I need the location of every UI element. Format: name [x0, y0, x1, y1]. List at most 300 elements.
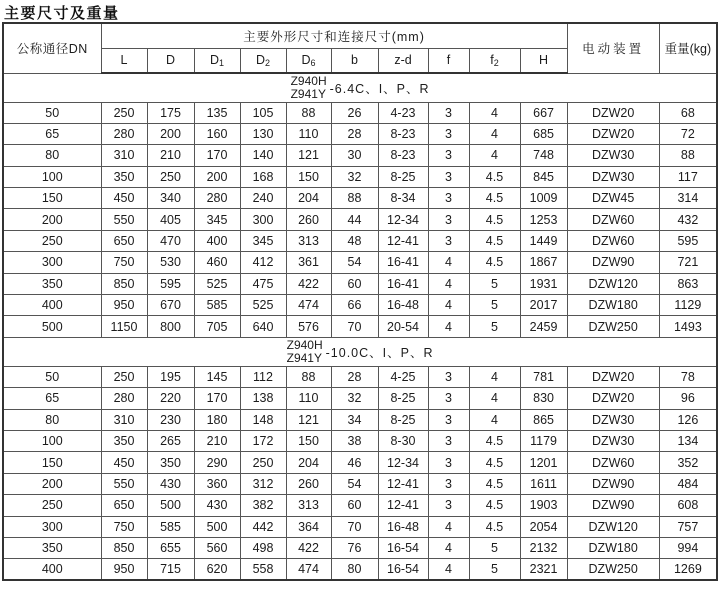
- column-header-f2: $f_2$: [469, 48, 520, 73]
- cell-d1: 620: [194, 559, 240, 580]
- model-spec-cell: [3, 73, 717, 102]
- cell-f2: 4: [469, 102, 520, 123]
- cell-f2: 4: [469, 366, 520, 387]
- cell-d1: 360: [194, 473, 240, 494]
- cell-d6: 88: [286, 102, 331, 123]
- cell-actuator: DZW60: [567, 452, 659, 473]
- table-row: [3, 145, 717, 166]
- cell-zd: 8-34: [378, 188, 428, 209]
- cell-l: 650: [101, 495, 147, 516]
- cell-zd: 16-54: [378, 559, 428, 580]
- cell-d2: 345: [240, 230, 286, 251]
- cell-f: 3: [428, 452, 469, 473]
- table-row: [3, 188, 717, 209]
- cell-actuator: DZW30: [567, 145, 659, 166]
- cell-d1: 430: [194, 495, 240, 516]
- cell-l: 350: [101, 430, 147, 451]
- cell-h: 2132: [520, 537, 567, 558]
- cell-b: 26: [331, 102, 378, 123]
- cell-f: 4: [428, 537, 469, 558]
- cell-b: 70: [331, 516, 378, 537]
- cell-actuator: DZW120: [567, 516, 659, 537]
- cell-d2: 168: [240, 166, 286, 187]
- cell-d2: 130: [240, 123, 286, 144]
- cell-d6: 204: [286, 188, 331, 209]
- cell-l: 950: [101, 559, 147, 580]
- cell-b: 60: [331, 273, 378, 294]
- table-row: [3, 166, 717, 187]
- column-header-weight: 重量(kg): [659, 23, 717, 73]
- cell-dn: 250: [3, 230, 101, 251]
- table-row: [3, 366, 717, 387]
- table-row: [3, 295, 717, 316]
- cell-dn: 100: [3, 430, 101, 451]
- cell-weight: 314: [659, 188, 717, 209]
- cell-d: 350: [147, 452, 194, 473]
- cell-actuator: DZW20: [567, 388, 659, 409]
- table-row: [3, 516, 717, 537]
- cell-h: 2459: [520, 316, 567, 337]
- cell-f2: 4: [469, 145, 520, 166]
- cell-zd: 12-41: [378, 473, 428, 494]
- cell-l: 850: [101, 273, 147, 294]
- cell-l: 280: [101, 123, 147, 144]
- table-row: [3, 252, 717, 273]
- cell-dn: 65: [3, 123, 101, 144]
- cell-weight: 608: [659, 495, 717, 516]
- cell-d2: 112: [240, 366, 286, 387]
- column-header-D6: $D_6$: [286, 48, 331, 73]
- column-header-D1: $D_1$: [194, 48, 240, 73]
- cell-d2: 140: [240, 145, 286, 166]
- cell-h: 2321: [520, 559, 567, 580]
- cell-weight: 352: [659, 452, 717, 473]
- cell-d2: 558: [240, 559, 286, 580]
- cell-zd: 16-48: [378, 295, 428, 316]
- column-header-dn: 公称通径DN: [3, 23, 101, 73]
- cell-d2: 250: [240, 452, 286, 473]
- cell-h: 748: [520, 145, 567, 166]
- cell-f2: 4.5: [469, 188, 520, 209]
- cell-zd: 12-34: [378, 209, 428, 230]
- cell-actuator: DZW250: [567, 559, 659, 580]
- cell-d2: 442: [240, 516, 286, 537]
- cell-b: 54: [331, 473, 378, 494]
- column-group-dimensions: 主要外形尺寸和连接尺寸(mm): [101, 23, 567, 48]
- cell-f2: 4.5: [469, 166, 520, 187]
- cell-b: 30: [331, 145, 378, 166]
- cell-d: 800: [147, 316, 194, 337]
- cell-b: 44: [331, 209, 378, 230]
- cell-f: 4: [428, 559, 469, 580]
- column-header-D: D: [147, 48, 194, 73]
- cell-d1: 525: [194, 273, 240, 294]
- cell-d2: 475: [240, 273, 286, 294]
- table-row: [3, 559, 717, 580]
- cell-dn: 400: [3, 559, 101, 580]
- cell-f2: 4: [469, 123, 520, 144]
- cell-f2: 4.5: [469, 516, 520, 537]
- cell-weight: 1493: [659, 316, 717, 337]
- table-body: [3, 73, 717, 580]
- cell-zd: 4-23: [378, 102, 428, 123]
- cell-zd: 4-25: [378, 366, 428, 387]
- cell-h: 865: [520, 409, 567, 430]
- cell-f: 3: [428, 366, 469, 387]
- cell-f2: 5: [469, 295, 520, 316]
- cell-b: 28: [331, 366, 378, 387]
- model-number-1: Z940H: [286, 337, 323, 352]
- cell-d1: 170: [194, 388, 240, 409]
- cell-b: 66: [331, 295, 378, 316]
- cell-d2: 382: [240, 495, 286, 516]
- cell-weight: 721: [659, 252, 717, 273]
- cell-zd: 8-25: [378, 409, 428, 430]
- cell-dn: 300: [3, 516, 101, 537]
- cell-d: 470: [147, 230, 194, 251]
- header-row-group: [3, 23, 717, 48]
- cell-actuator: DZW90: [567, 495, 659, 516]
- cell-f: 3: [428, 495, 469, 516]
- cell-f: 4: [428, 295, 469, 316]
- cell-d: 230: [147, 409, 194, 430]
- cell-d: 715: [147, 559, 194, 580]
- dimensions-table: [2, 22, 718, 581]
- cell-d2: 312: [240, 473, 286, 494]
- cell-d: 195: [147, 366, 194, 387]
- cell-zd: 8-25: [378, 388, 428, 409]
- cell-dn: 65: [3, 388, 101, 409]
- cell-d6: 576: [286, 316, 331, 337]
- cell-zd: 16-48: [378, 516, 428, 537]
- cell-d2: 240: [240, 188, 286, 209]
- cell-d6: 150: [286, 430, 331, 451]
- cell-actuator: DZW30: [567, 430, 659, 451]
- cell-h: 845: [520, 166, 567, 187]
- cell-l: 1150: [101, 316, 147, 337]
- cell-weight: 1269: [659, 559, 717, 580]
- cell-f2: 4.5: [469, 252, 520, 273]
- cell-d: 670: [147, 295, 194, 316]
- cell-d6: 474: [286, 295, 331, 316]
- cell-d2: 300: [240, 209, 286, 230]
- table-row: [3, 230, 717, 251]
- cell-l: 450: [101, 188, 147, 209]
- cell-actuator: DZW90: [567, 252, 659, 273]
- cell-l: 650: [101, 230, 147, 251]
- cell-b: 34: [331, 409, 378, 430]
- table-row: [3, 209, 717, 230]
- cell-b: 54: [331, 252, 378, 273]
- cell-b: 76: [331, 537, 378, 558]
- cell-dn: 200: [3, 209, 101, 230]
- cell-f2: 4.5: [469, 230, 520, 251]
- cell-d1: 160: [194, 123, 240, 144]
- cell-h: 1201: [520, 452, 567, 473]
- cell-d2: 412: [240, 252, 286, 273]
- cell-dn: 250: [3, 495, 101, 516]
- cell-d1: 400: [194, 230, 240, 251]
- cell-l: 450: [101, 452, 147, 473]
- cell-zd: 16-41: [378, 273, 428, 294]
- cell-weight: 72: [659, 123, 717, 144]
- table-row: [3, 495, 717, 516]
- cell-dn: 50: [3, 102, 101, 123]
- cell-f2: 4.5: [469, 430, 520, 451]
- table-row: [3, 537, 717, 558]
- cell-zd: 12-34: [378, 452, 428, 473]
- cell-d: 655: [147, 537, 194, 558]
- column-header-b: b: [331, 48, 378, 73]
- cell-f: 3: [428, 473, 469, 494]
- cell-weight: 432: [659, 209, 717, 230]
- cell-dn: 500: [3, 316, 101, 337]
- cell-actuator: DZW30: [567, 409, 659, 430]
- cell-h: 1867: [520, 252, 567, 273]
- section-header-row: [3, 73, 717, 102]
- column-header-f: f: [428, 48, 469, 73]
- cell-d6: 150: [286, 166, 331, 187]
- cell-l: 250: [101, 366, 147, 387]
- cell-dn: 80: [3, 145, 101, 166]
- cell-d: 405: [147, 209, 194, 230]
- cell-weight: 134: [659, 430, 717, 451]
- cell-zd: 12-41: [378, 230, 428, 251]
- table-row: [3, 473, 717, 494]
- cell-zd: 8-30: [378, 430, 428, 451]
- cell-d1: 135: [194, 102, 240, 123]
- cell-f: 3: [428, 430, 469, 451]
- cell-l: 750: [101, 252, 147, 273]
- cell-f: 3: [428, 209, 469, 230]
- cell-h: 1179: [520, 430, 567, 451]
- cell-b: 80: [331, 559, 378, 580]
- cell-l: 280: [101, 388, 147, 409]
- cell-f: 4: [428, 516, 469, 537]
- cell-d: 585: [147, 516, 194, 537]
- model-spec-cell: [3, 337, 717, 366]
- cell-f: 3: [428, 230, 469, 251]
- cell-actuator: DZW20: [567, 366, 659, 387]
- cell-d1: 145: [194, 366, 240, 387]
- table-row: [3, 452, 717, 473]
- cell-d: 500: [147, 495, 194, 516]
- cell-dn: 100: [3, 166, 101, 187]
- cell-dn: 80: [3, 409, 101, 430]
- cell-dn: 350: [3, 537, 101, 558]
- cell-b: 28: [331, 123, 378, 144]
- cell-weight: 1129: [659, 295, 717, 316]
- cell-b: 32: [331, 166, 378, 187]
- cell-h: 1449: [520, 230, 567, 251]
- cell-l: 950: [101, 295, 147, 316]
- cell-d1: 280: [194, 188, 240, 209]
- cell-weight: 757: [659, 516, 717, 537]
- cell-d: 220: [147, 388, 194, 409]
- cell-dn: 150: [3, 452, 101, 473]
- table-row: [3, 316, 717, 337]
- cell-l: 850: [101, 537, 147, 558]
- cell-d2: 105: [240, 102, 286, 123]
- model-number-2: Z941Y: [286, 350, 322, 365]
- cell-f: 3: [428, 102, 469, 123]
- cell-l: 310: [101, 145, 147, 166]
- cell-weight: 117: [659, 166, 717, 187]
- cell-dn: 200: [3, 473, 101, 494]
- cell-zd: 12-41: [378, 495, 428, 516]
- cell-d: 210: [147, 145, 194, 166]
- model-number-2: Z941Y: [290, 86, 326, 101]
- cell-f2: 5: [469, 273, 520, 294]
- cell-f2: 4.5: [469, 473, 520, 494]
- cell-f2: 4.5: [469, 495, 520, 516]
- cell-d1: 585: [194, 295, 240, 316]
- cell-d1: 705: [194, 316, 240, 337]
- cell-h: 1253: [520, 209, 567, 230]
- cell-f: 3: [428, 409, 469, 430]
- cell-h: 1903: [520, 495, 567, 516]
- cell-b: 46: [331, 452, 378, 473]
- cell-f2: 5: [469, 316, 520, 337]
- cell-d6: 260: [286, 473, 331, 494]
- cell-f2: 4: [469, 409, 520, 430]
- cell-dn: 400: [3, 295, 101, 316]
- cell-d1: 170: [194, 145, 240, 166]
- cell-h: 1611: [520, 473, 567, 494]
- cell-actuator: DZW20: [567, 123, 659, 144]
- cell-l: 550: [101, 209, 147, 230]
- cell-f: 3: [428, 123, 469, 144]
- cell-d6: 422: [286, 537, 331, 558]
- cell-f: 3: [428, 188, 469, 209]
- cell-b: 48: [331, 230, 378, 251]
- cell-h: 1009: [520, 188, 567, 209]
- cell-b: 70: [331, 316, 378, 337]
- cell-l: 250: [101, 102, 147, 123]
- cell-actuator: DZW20: [567, 102, 659, 123]
- cell-d1: 560: [194, 537, 240, 558]
- column-header-actuator: 电动装置: [567, 23, 659, 73]
- cell-h: 685: [520, 123, 567, 144]
- cell-b: 60: [331, 495, 378, 516]
- cell-f2: 4.5: [469, 209, 520, 230]
- cell-weight: 126: [659, 409, 717, 430]
- cell-weight: 863: [659, 273, 717, 294]
- cell-h: 2017: [520, 295, 567, 316]
- page-title: 主要尺寸及重量: [4, 5, 120, 22]
- cell-f2: 5: [469, 537, 520, 558]
- cell-actuator: DZW180: [567, 537, 659, 558]
- cell-f: 3: [428, 166, 469, 187]
- cell-actuator: DZW180: [567, 295, 659, 316]
- cell-weight: 484: [659, 473, 717, 494]
- table-row: [3, 430, 717, 451]
- cell-d1: 345: [194, 209, 240, 230]
- model-number-1: Z940H: [290, 73, 327, 88]
- cell-d: 250: [147, 166, 194, 187]
- cell-h: 1931: [520, 273, 567, 294]
- cell-d2: 138: [240, 388, 286, 409]
- cell-zd: 20-54: [378, 316, 428, 337]
- cell-d6: 110: [286, 388, 331, 409]
- cell-actuator: DZW120: [567, 273, 659, 294]
- table-row: [3, 388, 717, 409]
- cell-f: 4: [428, 316, 469, 337]
- cell-d6: 121: [286, 145, 331, 166]
- cell-dn: 150: [3, 188, 101, 209]
- cell-f: 3: [428, 145, 469, 166]
- cell-d6: 361: [286, 252, 331, 273]
- cell-d2: 148: [240, 409, 286, 430]
- cell-dn: 50: [3, 366, 101, 387]
- cell-zd: 16-54: [378, 537, 428, 558]
- cell-d6: 422: [286, 273, 331, 294]
- cell-d6: 110: [286, 123, 331, 144]
- cell-f: 4: [428, 252, 469, 273]
- table-row: [3, 409, 717, 430]
- cell-weight: 88: [659, 145, 717, 166]
- cell-d6: 204: [286, 452, 331, 473]
- cell-zd: 8-23: [378, 123, 428, 144]
- pressure-class-suffix: -6.4C、I、P、R: [329, 81, 430, 96]
- cell-f: 4: [428, 273, 469, 294]
- cell-b: 32: [331, 388, 378, 409]
- cell-actuator: DZW60: [567, 209, 659, 230]
- cell-actuator: DZW30: [567, 166, 659, 187]
- column-header-H: H: [520, 48, 567, 73]
- cell-f2: 4: [469, 388, 520, 409]
- cell-d6: 260: [286, 209, 331, 230]
- cell-d2: 525: [240, 295, 286, 316]
- cell-d6: 313: [286, 230, 331, 251]
- cell-d6: 313: [286, 495, 331, 516]
- column-header-zd: z-d: [378, 48, 428, 73]
- cell-weight: 78: [659, 366, 717, 387]
- table-row: [3, 273, 717, 294]
- cell-l: 750: [101, 516, 147, 537]
- cell-d1: 290: [194, 452, 240, 473]
- cell-d6: 364: [286, 516, 331, 537]
- column-header-D2: $D_2$: [240, 48, 286, 73]
- cell-b: 88: [331, 188, 378, 209]
- cell-d: 340: [147, 188, 194, 209]
- cell-d: 595: [147, 273, 194, 294]
- cell-d6: 121: [286, 409, 331, 430]
- cell-l: 350: [101, 166, 147, 187]
- cell-zd: 8-25: [378, 166, 428, 187]
- table-row: [3, 102, 717, 123]
- cell-d: 175: [147, 102, 194, 123]
- cell-actuator: DZW250: [567, 316, 659, 337]
- cell-d2: 172: [240, 430, 286, 451]
- cell-d: 530: [147, 252, 194, 273]
- cell-l: 310: [101, 409, 147, 430]
- section-header-row: [3, 337, 717, 366]
- cell-weight: 994: [659, 537, 717, 558]
- cell-d2: 498: [240, 537, 286, 558]
- pressure-class-suffix: -10.0C、I、P、R: [325, 345, 434, 360]
- cell-weight: 96: [659, 388, 717, 409]
- column-header-L: L: [101, 48, 147, 73]
- cell-b: 38: [331, 430, 378, 451]
- cell-h: 2054: [520, 516, 567, 537]
- cell-weight: 595: [659, 230, 717, 251]
- cell-actuator: DZW90: [567, 473, 659, 494]
- cell-d6: 474: [286, 559, 331, 580]
- cell-dn: 350: [3, 273, 101, 294]
- cell-d1: 200: [194, 166, 240, 187]
- cell-d: 430: [147, 473, 194, 494]
